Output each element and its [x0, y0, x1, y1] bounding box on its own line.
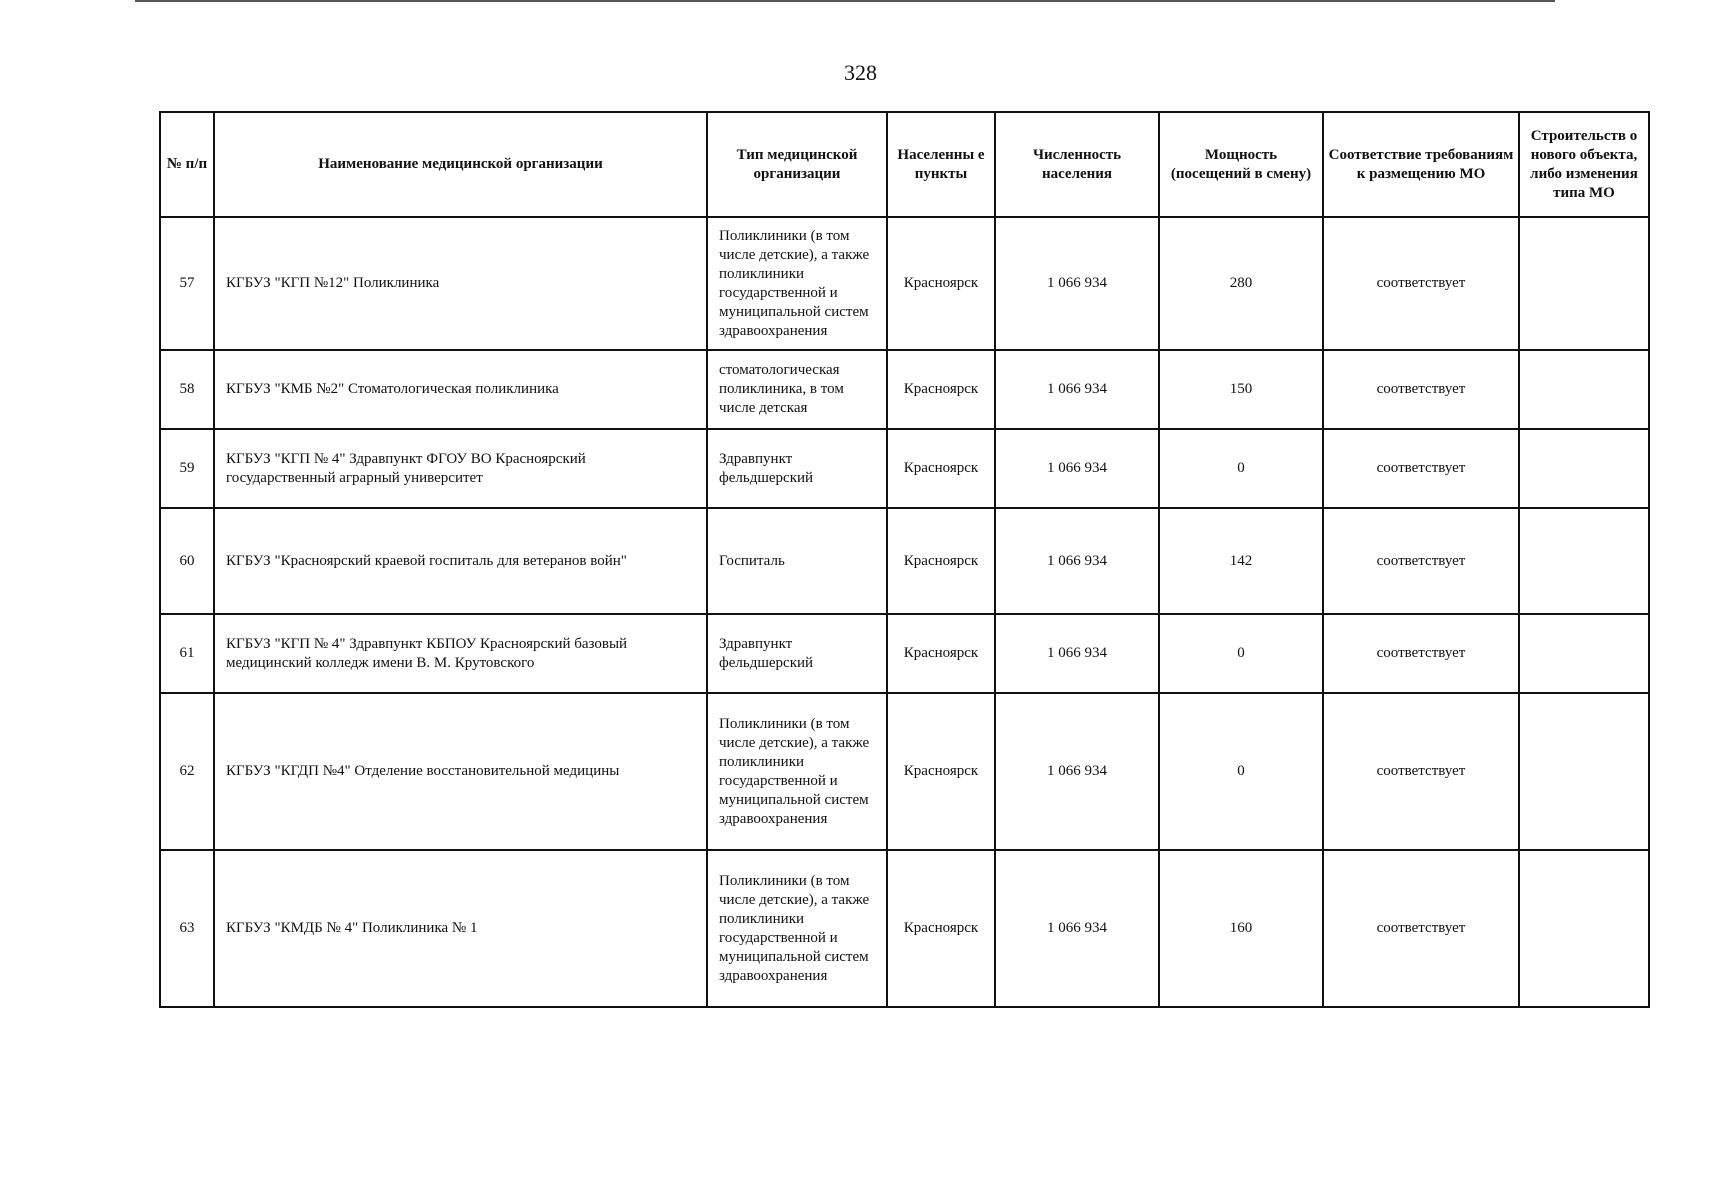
table-row [160, 693, 1649, 850]
cell-name: КГБУЗ "КМБ №2" Стоматологическая поликлиника [214, 350, 707, 429]
cell-place: Красноярск [887, 217, 995, 350]
header-num: № п/п [160, 112, 214, 217]
cell-population: 1 066 934 [995, 350, 1159, 429]
cell-type: Госпиталь [707, 508, 887, 614]
cell-type: Здравпункт фельдшерский [707, 429, 887, 508]
cell-place: Красноярск [887, 429, 995, 508]
header-capacity: Мощность (посещений в смену) [1159, 112, 1323, 217]
cell-place: Красноярск [887, 693, 995, 850]
cell-capacity: 280 [1159, 217, 1323, 350]
cell-name: КГБУЗ "КМДБ № 4" Поликлиника № 1 [214, 850, 707, 1007]
cell-type: Поликлиники (в том числе детские), а также поликлиники государственной и муниципальной систем здравоохранения [707, 850, 887, 1007]
cell-type: Поликлиники (в том числе детские), а также поликлиники государственной и муниципальной систем здравоохранения [707, 693, 887, 850]
cell-num: 57 [160, 217, 214, 350]
cell-compliance: соответствует [1323, 429, 1519, 508]
table-row [160, 350, 1649, 429]
cell-type: стоматологическая поликлиника, в том числе детская [707, 350, 887, 429]
cell-num: 58 [160, 350, 214, 429]
cell-population: 1 066 934 [995, 850, 1159, 1007]
cell-compliance: соответствует [1323, 693, 1519, 850]
medical-organizations-table [159, 111, 1650, 1008]
cell-type: Поликлиники (в том числе детские), а также поликлиники государственной и муниципальной систем здравоохранения [707, 217, 887, 350]
cell-num: 60 [160, 508, 214, 614]
cell-capacity: 160 [1159, 850, 1323, 1007]
cell-name: КГБУЗ "КГП № 4" Здравпункт КБПОУ Красноярский базовый медицинский колледж имени В. М. Крутовского [214, 614, 707, 693]
cell-name: КГБУЗ "КГП №12" Поликлиника [214, 217, 707, 350]
header-compliance: Соответствие требованиям к размещению МО [1323, 112, 1519, 217]
table-row [160, 850, 1649, 1007]
header-construction: Строительств о нового объекта, либо изменения типа МО [1519, 112, 1649, 217]
cell-compliance: соответствует [1323, 217, 1519, 350]
table-header-row [160, 112, 1649, 217]
table-row [160, 429, 1649, 508]
cell-capacity: 0 [1159, 693, 1323, 850]
cell-compliance: соответствует [1323, 508, 1519, 614]
cell-construction [1519, 850, 1649, 1007]
cell-capacity: 142 [1159, 508, 1323, 614]
header-place: Населенны е пункты [887, 112, 995, 217]
cell-construction [1519, 429, 1649, 508]
cell-name: КГБУЗ "КГДП №4" Отделение восстановительной медицины [214, 693, 707, 850]
cell-num: 61 [160, 614, 214, 693]
header-name: Наименование медицинской организации [214, 112, 707, 217]
cell-population: 1 066 934 [995, 508, 1159, 614]
cell-compliance: соответствует [1323, 614, 1519, 693]
cell-num: 62 [160, 693, 214, 850]
cell-construction [1519, 508, 1649, 614]
header-type: Тип медицинской организации [707, 112, 887, 217]
header-population: Численность населения [995, 112, 1159, 217]
cell-num: 63 [160, 850, 214, 1007]
cell-place: Красноярск [887, 614, 995, 693]
cell-population: 1 066 934 [995, 429, 1159, 508]
page-number: 328 [844, 60, 877, 85]
cell-population: 1 066 934 [995, 693, 1159, 850]
cell-num: 59 [160, 429, 214, 508]
table-row [160, 217, 1649, 350]
top-rule [135, 0, 1555, 2]
cell-construction [1519, 217, 1649, 350]
cell-name: КГБУЗ "Красноярский краевой госпиталь для ветеранов войн" [214, 508, 707, 614]
cell-place: Красноярск [887, 350, 995, 429]
cell-type: Здравпункт фельдшерский [707, 614, 887, 693]
cell-compliance: соответствует [1323, 350, 1519, 429]
cell-capacity: 0 [1159, 614, 1323, 693]
cell-population: 1 066 934 [995, 614, 1159, 693]
cell-capacity: 150 [1159, 350, 1323, 429]
cell-capacity: 0 [1159, 429, 1323, 508]
cell-construction [1519, 350, 1649, 429]
cell-population: 1 066 934 [995, 217, 1159, 350]
table-row [160, 508, 1649, 614]
cell-construction [1519, 614, 1649, 693]
cell-place: Красноярск [887, 508, 995, 614]
cell-place: Красноярск [887, 850, 995, 1007]
cell-compliance: соответствует [1323, 850, 1519, 1007]
cell-construction [1519, 693, 1649, 850]
table-row [160, 614, 1649, 693]
cell-name: КГБУЗ "КГП № 4" Здравпункт ФГОУ ВО Красноярский государственный аграрный университет [214, 429, 707, 508]
